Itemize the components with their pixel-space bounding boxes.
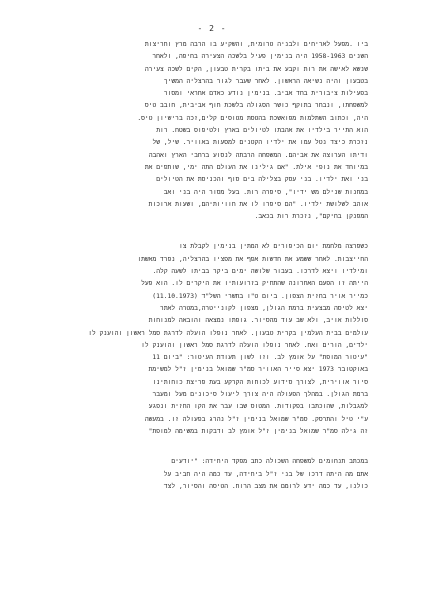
text-line: "עיטור המופת" על אומץ לב. וזו לשון תעודת העיטור: "ביום 11 bbox=[152, 354, 368, 362]
text-line: ביו .מפעל לאריחים ולבניה טרומית, והשקיע בו הרבה מרץ וחריצות bbox=[144, 41, 368, 48]
text-line: במכתב תנחומים למשפחה השכולה כתב מפקד היחידה: "יודעים bbox=[171, 458, 368, 466]
text-line: הייתה זו הפעם האחרונה שהתחיק בזרועותיו את היקרים לו. הוא פעל bbox=[141, 280, 368, 288]
text-line: היה, וכתוב השתלמות מפואשכת בהטסת מטוסים קלים,זכה ברישיון טיס. bbox=[137, 114, 368, 122]
paragraph-biography bbox=[58, 39, 368, 223]
page-number: - 2 - bbox=[197, 24, 227, 33]
text-line: ע"י טיל והתרסק. סמ"ר שמואל בנימין ז"ל נהרג בפעולה זו. במעשה bbox=[144, 415, 368, 423]
paragraph-condolence bbox=[58, 456, 368, 493]
text-line: ילדים, הורים ואח. לאחר נופלו הועלה לדרגת סמל ראשון והוענק לו bbox=[141, 341, 368, 349]
text-line: זה גילה סמ"ר שמואל בנימין ז"ל אומץ לב ודבקות במשימה למופת" bbox=[148, 427, 368, 435]
text-line: אתם מה היתה דרכו של בני ז"ל ביחידה, עד כמה היה חביב על bbox=[163, 470, 368, 478]
text-line: יצא לטיסה מבצעית ברמת הגולן, מצפון לקונייטרה,במטרה לאתר bbox=[160, 304, 368, 312]
text-line: אוהב לשלושת ילדיו. "הם סיפרו לו את חוויותיהם, ושעות ארוכות bbox=[148, 200, 368, 208]
text-line: שנשא לאישה את רות וקבע את ביתו בקרית טבעון, הקים לשכה צעירה bbox=[144, 65, 368, 73]
text-line: סיור אווירית, לצורך סידוע לכוחות הקרקע בעת פריצת כוחותינו bbox=[152, 378, 368, 386]
text-line: כולנו, עד כמה ידע לרומם את מצב הרוח. הטיסה והסיור, לצד bbox=[163, 482, 368, 490]
text-line: בטבעון והיה נשיאה הראשון. לאחר שעבר לגור בהרצליה המשיך bbox=[163, 77, 368, 85]
text-line: במיוחד את נופי אילת. "אם גילינו את העולם התה ימי, שותפים את bbox=[144, 163, 368, 171]
text-line: ודיתו הערוצה את אביהם. המשפחה הרבתה לנסוע ברחבי הארץ ואהבה bbox=[148, 151, 368, 159]
text-line: המפנקן בחיקם", נזכרת רות בכאב. bbox=[254, 213, 368, 221]
text-line: ברמת הגולן. במהלך הפעולה היה צורך ליעול סיכונים מעל ומעבר bbox=[152, 391, 368, 399]
text-line: בפעילות ציבורית בחד אביב. בנימין נודע כאדם אחראי ומסור bbox=[163, 90, 368, 98]
memorial-text bbox=[58, 39, 368, 505]
text-line: באוקטובר 1973 יצא סייר האוויר סמ"ר שמואל בנימין ז"ל למשימת bbox=[148, 366, 368, 374]
text-line: נזכרת כיצד נטל עמו את ילדיו הקטנים למסעות באוויר. שיל, של bbox=[152, 139, 368, 147]
paragraph-war bbox=[58, 241, 368, 438]
text-line: למגבלות, שהוכתבו בפקודות. המטוס שבו עבר את הקו החזית ונפגע bbox=[148, 403, 368, 411]
text-line: בני ואת ילדיו. בני עסק בצלילה בים סוף והכניסת את הטיולים bbox=[156, 176, 368, 184]
text-line: עולמים בבית העלמין בקרית טבעון. לאחר נופלו הועלה לדרגת סמל ראשון והוענק לו bbox=[88, 329, 368, 337]
text-line: כשפרצה מלחמת יום הכיפורים לא המתין בנימין לקבלת צו bbox=[178, 243, 368, 251]
text-line: הוא התייר בילדיו את אהבתו לטיולים בארץ ולטיפוס בשטח. רות bbox=[156, 127, 368, 135]
text-line: ומילדיו ויצא לדרכו. בעבור שלושה ימים ביקר בביתו לשעה קלה. bbox=[152, 268, 368, 276]
text-line: כמייר אויר בחזית הצפון. ביום ט"ו בתשרי השל"ד (11.10.1973) bbox=[152, 292, 368, 300]
text-line: סוללות אויב, ולא שב עוד מהסיור. גופתו נמצאה והובאה למנוחות bbox=[148, 317, 368, 325]
text-line: השנים 1958-1963 היה בנימין פעיל בלשכה הצעירה בחיפה, ולאחר bbox=[152, 53, 368, 61]
text-line: למשפחתו, ונבחר בתוקף כושר הסגולה בלשכת חוף אביבית, חובב טיס bbox=[144, 102, 368, 110]
text-line: במחנות שנילם מש ידיו", סיפרה רות. בעל מסור היה בני ואב bbox=[163, 188, 368, 196]
text-line: החייצבות. לאחר ששמע את חדשות אפף את מפציו בהרצליה, נפרד מאשתו bbox=[137, 255, 368, 263]
